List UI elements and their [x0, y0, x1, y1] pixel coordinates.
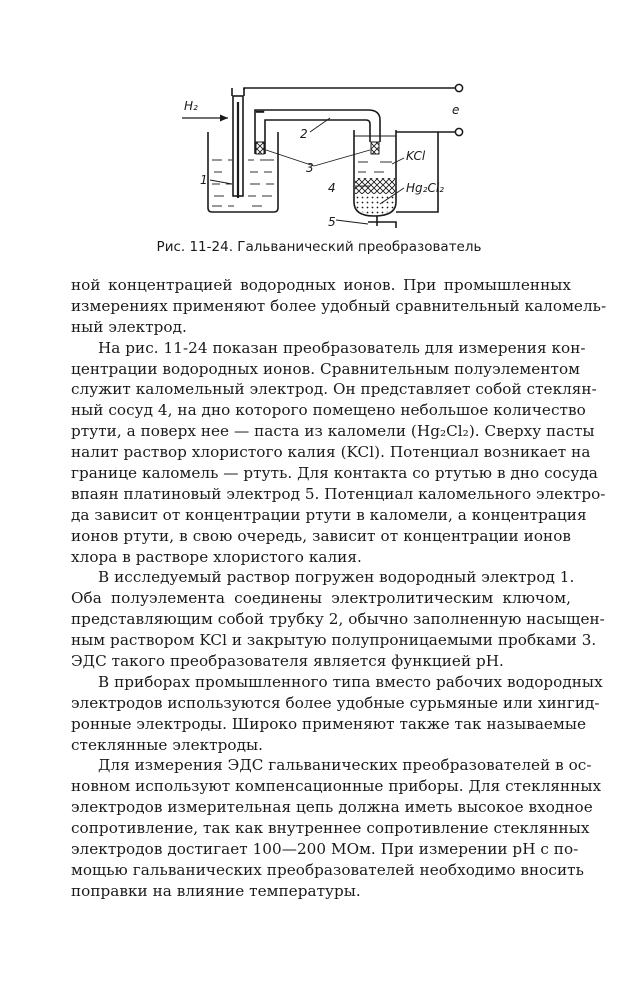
hydrogen-electrode	[232, 88, 244, 198]
label-5: 5	[328, 215, 336, 229]
text-line: поправки на влияние температуры.	[71, 881, 361, 900]
h2-inlet-arrow	[182, 115, 228, 122]
text-line: представляющим собой трубку 2, обычно заполненную насыщен-	[71, 610, 605, 629]
text-line: измерениях применяют более удобный сравнительный каломель-	[71, 296, 607, 315]
text-line: хлора в растворе хлористого калия.	[71, 547, 362, 566]
text-line: новном используют компенсационные приборы. Для стеклянных	[71, 777, 602, 796]
text-line: ронные электроды. Широко применяют также так называемые	[71, 714, 587, 733]
body-text	[71, 275, 607, 902]
label-1: 1	[200, 173, 208, 187]
text-line: На рис. 11-24 показан преобразователь для измерения кон-	[98, 338, 586, 357]
text-line: служит каломельный электрод. Он представляет собой стеклян-	[71, 380, 597, 399]
text-line: ный электрод.	[71, 317, 187, 336]
text-line: ной концентрацией водородных ионов. При промышленных	[71, 276, 571, 294]
label-4: 4	[328, 181, 336, 195]
galvanic-converter-figure	[170, 80, 480, 230]
text-line: да зависит от концентрации ртути в каломели, а концентрация	[71, 505, 587, 524]
text-line: центрации водородных ионов. Сравнительным полуэлементом	[71, 359, 581, 378]
text-line: В приборах промышленного типа вместо рабочих водородных	[98, 672, 603, 691]
label-2: 2	[300, 127, 308, 141]
right-plug	[371, 142, 379, 154]
text-line: ионов ртути, в свою очередь, зависит от концентрации ионов	[71, 526, 571, 545]
galvanic-converter-diagram	[170, 80, 480, 230]
paragraph	[71, 567, 605, 671]
salt-bridge-tube	[255, 110, 380, 154]
label-e: e	[452, 103, 460, 117]
text-line: Для измерения ЭДС гальванических преобразователей в ос-	[98, 756, 592, 775]
paragraph	[71, 755, 602, 901]
figure-caption: Рис. 11-24. Гальванический преобразователь	[156, 239, 482, 255]
text-line: ный сосуд 4, на дно которого помещено небольшое количество	[71, 401, 586, 420]
paragraph	[71, 275, 607, 338]
text-line: границе каломель — ртуть. Для контакта со ртутью в дно сосуда	[71, 464, 598, 483]
text-line: впаян платиновый электрод 5. Потенциал каломельного электро-	[71, 484, 606, 503]
terminal-bottom	[455, 128, 462, 135]
label-h2: H₂	[184, 99, 198, 113]
terminal-top	[455, 84, 462, 91]
text-line: электродов достигает 100—200 МОм. При измерении pH с по-	[71, 840, 579, 859]
text-line: ным раствором KCl и закрытую полупроницаемыми пробками 3.	[71, 631, 597, 650]
label-hg2cl2: Hg₂Cl₂	[406, 181, 444, 195]
left-plug	[256, 142, 264, 154]
text-line: сопротивление, так как внутреннее сопротивление стеклянных	[71, 819, 590, 838]
label-kcl: KCl	[406, 149, 426, 163]
mercury-layer	[355, 194, 395, 214]
text-line: В исследуемый раствор погружен водородный электрод 1.	[98, 568, 575, 587]
paragraph	[71, 338, 606, 568]
text-line: ртути, а поверх нее — паста из каломели (Hg₂Cl₂). Сверху пасты	[71, 422, 595, 441]
label-3: 3	[306, 161, 314, 175]
text-line: ЭДС такого преобразователя является функцией pH.	[71, 652, 504, 671]
text-line: стеклянные электроды.	[71, 735, 263, 754]
text-line: электродов измерительная цепь должна иметь высокое входное	[71, 798, 593, 817]
text-line: электродов используются более удобные сурьмяные или хингид-	[71, 693, 600, 712]
text-line: налит раствор хлористого калия (KCl). Потенциал возникает на	[71, 443, 591, 462]
text-line: Оба полуэлемента соединены электролитическим ключом,	[71, 589, 571, 608]
text-line: мощью гальванических преобразователей необходимо вносить	[71, 860, 584, 879]
paragraph	[71, 672, 603, 756]
